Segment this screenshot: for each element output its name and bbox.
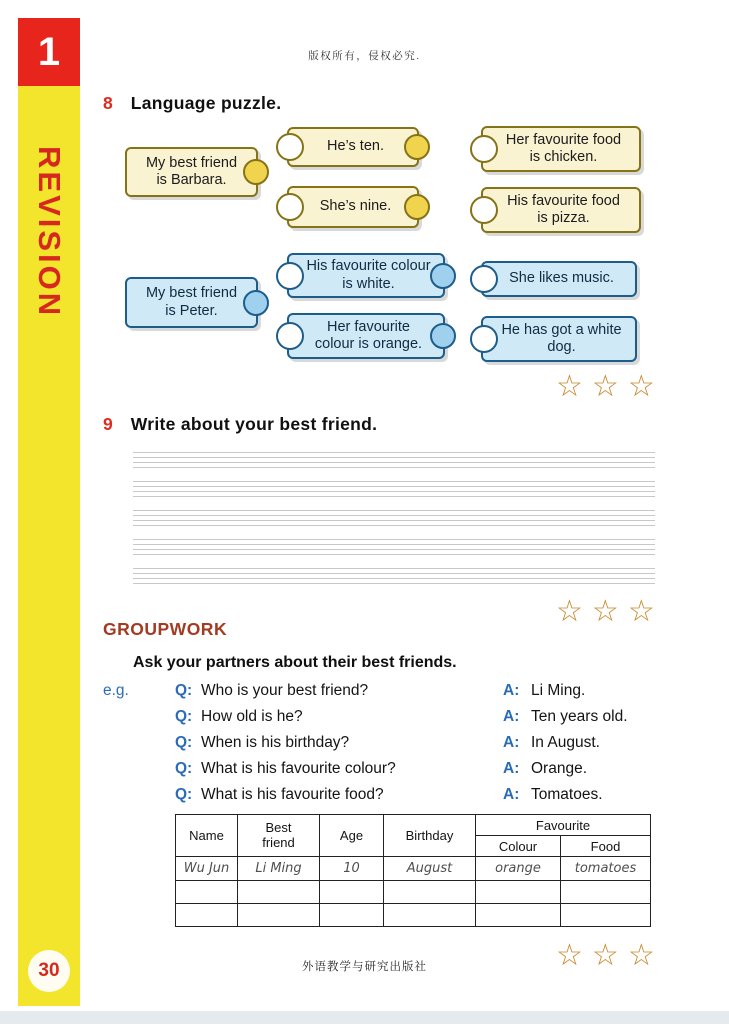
example-dialogue (103, 682, 663, 812)
q-label: Q: (175, 682, 193, 699)
table-cell: 10 (320, 857, 384, 881)
star-icon: ☆ (556, 370, 583, 403)
table-empty-cell (561, 881, 651, 904)
puzzle-piece-text: My best friend is Barbara. (145, 154, 238, 188)
table-cell: tomatoes (561, 857, 651, 881)
revision-label: REVISION (32, 145, 67, 319)
table-header-best-friend: Best friend (238, 815, 320, 857)
answer-text: Li Ming. (531, 682, 586, 699)
table-empty-row (176, 904, 651, 927)
question-text: Who is your best friend? (201, 682, 369, 699)
table-cell: Wu Jun (176, 857, 238, 881)
star-icon: ☆ (591, 939, 619, 972)
q-label: Q: (175, 786, 193, 803)
puzzle-piece-text: His favourite food is pizza. (507, 192, 620, 226)
puzzle-piece-text: My best friend is Peter. (145, 285, 238, 319)
exercise9-number: 9 (103, 414, 113, 434)
exercise8-heading (103, 93, 281, 114)
q-label: Q: (175, 734, 193, 751)
q-label: Q: (175, 760, 193, 777)
answer-text: Tomatoes. (531, 786, 603, 803)
qa-row (103, 786, 663, 812)
a-label: A: (503, 786, 520, 803)
table-header-colour: Colour (476, 836, 561, 857)
table-cell: August (384, 857, 476, 881)
rating-stars (556, 597, 655, 627)
example-label: e.g. (103, 682, 129, 699)
question-text: How old is he? (201, 708, 303, 725)
groupwork-heading: GROUPWORK (103, 619, 228, 639)
puzzle-piece-text: He has got a white dog. (501, 321, 622, 355)
puzzle-piece-blue (287, 313, 445, 359)
unit-number: 1 (37, 29, 61, 74)
qa-row (103, 760, 663, 786)
table-empty-cell (561, 904, 651, 927)
groupwork-table (175, 814, 651, 927)
puzzle-piece-text: His favourite colour is white. (306, 258, 431, 292)
puzzle-piece-text: She likes music. (509, 270, 614, 287)
exercise8-title: Language puzzle. (130, 93, 282, 113)
table-empty-cell (320, 904, 384, 927)
star-icon: ☆ (591, 595, 619, 628)
star-icon: ☆ (556, 595, 583, 628)
answer-text: Ten years old. (531, 708, 628, 725)
star-icon: ☆ (627, 939, 655, 972)
puzzle-piece-blue (287, 253, 445, 298)
table-empty-cell (384, 881, 476, 904)
a-label: A: (503, 682, 520, 699)
table-empty-row (176, 881, 651, 904)
page-number: 30 (38, 960, 60, 981)
exercise8-number: 8 (103, 93, 113, 113)
puzzle-piece-text: Her favourite food is chicken. (505, 131, 622, 165)
revision-label-wrap (18, 104, 80, 360)
star-icon: ☆ (556, 939, 583, 972)
puzzle-piece-yellow (287, 186, 419, 228)
puzzle-piece-blue (125, 277, 258, 328)
table-empty-cell (238, 904, 320, 927)
puzzle-piece-text: He’s ten. (327, 138, 384, 155)
answer-text: In August. (531, 734, 600, 751)
table-empty-cell (238, 881, 320, 904)
table-header-favourite: Favourite (476, 815, 651, 836)
exercise9-heading (103, 414, 377, 435)
writing-line-group (133, 481, 655, 497)
table-header-name: Name (176, 815, 238, 857)
publisher-name: 外语教学与研究出版社 (302, 961, 427, 973)
question-text: What is his favourite food? (201, 786, 384, 803)
a-label: A: (503, 760, 520, 777)
table-cell: Li Ming (238, 857, 320, 881)
puzzle-piece-text: She’s nine. (319, 198, 392, 215)
puzzle-piece-yellow (287, 127, 419, 167)
a-label: A: (503, 734, 520, 751)
puzzle-piece-yellow (125, 147, 258, 197)
q-label: Q: (175, 708, 193, 725)
question-text: When is his birthday? (201, 734, 350, 751)
table-header-birthday: Birthday (384, 815, 476, 857)
table-header-age: Age (320, 815, 384, 857)
exercise9-title: Write about your best friend. (130, 414, 378, 434)
table-example-row (176, 857, 651, 881)
puzzle-piece-blue (481, 316, 637, 362)
qa-row (103, 708, 663, 734)
question-text: What is his favourite colour? (201, 760, 396, 777)
table-empty-cell (476, 881, 561, 904)
copyright-notice: 版权所有，侵权必究. (308, 50, 421, 62)
star-icon: ☆ (591, 370, 619, 403)
table-header-food: Food (561, 836, 651, 857)
a-label: A: (503, 708, 520, 725)
qa-row (103, 682, 663, 708)
table-empty-cell (176, 904, 238, 927)
writing-line-group (133, 510, 655, 526)
page-bottom-edge (0, 1011, 729, 1024)
star-icon: ☆ (627, 595, 655, 628)
writing-lines-area (133, 452, 655, 597)
puzzle-piece-yellow (481, 187, 641, 233)
answer-text: Orange. (531, 760, 588, 777)
table-cell: orange (476, 857, 561, 881)
table-empty-cell (384, 904, 476, 927)
puzzle-piece-yellow (481, 126, 641, 172)
writing-line-group (133, 568, 655, 584)
table-empty-cell (476, 904, 561, 927)
groupwork-instruction: Ask your partners about their best friends. (133, 654, 457, 671)
puzzle-piece-blue (481, 261, 637, 297)
table-empty-cell (320, 881, 384, 904)
rating-stars (556, 372, 655, 402)
writing-line-group (133, 452, 655, 468)
puzzle-piece-text: Her favourite colour is orange. (314, 318, 423, 352)
star-icon: ☆ (627, 370, 655, 403)
table-empty-cell (176, 881, 238, 904)
writing-line-group (133, 539, 655, 555)
qa-row (103, 734, 663, 760)
